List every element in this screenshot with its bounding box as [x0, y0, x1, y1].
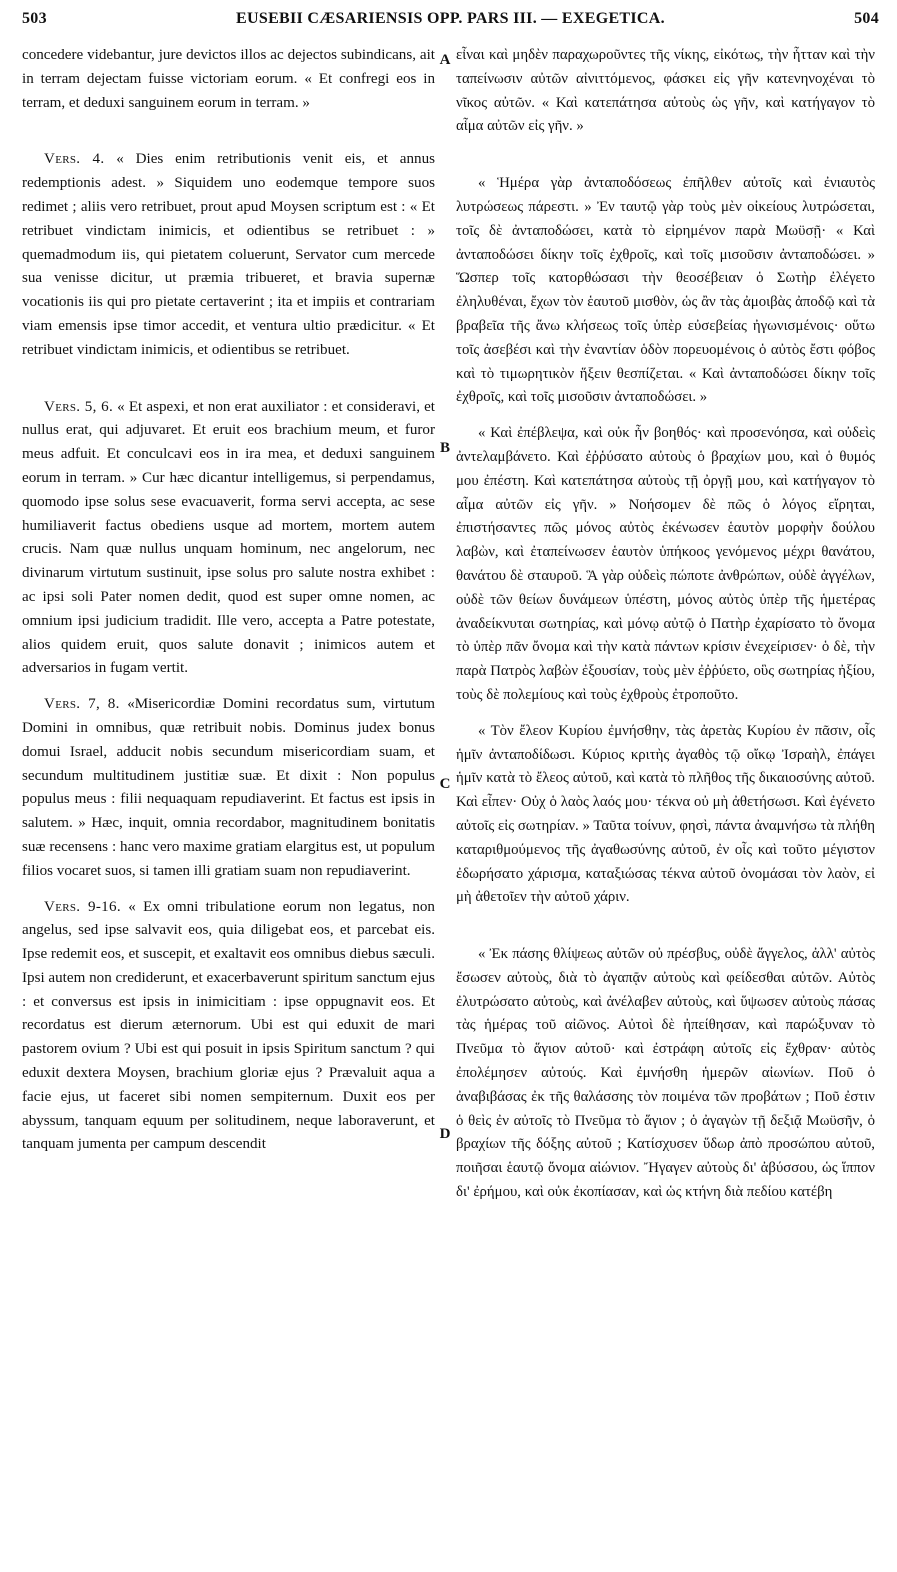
page-number-right: 504 — [854, 10, 879, 27]
verse-reference: Vers. 9-16. — [44, 898, 121, 915]
latin-paragraph: concedere videbantur, jure devictos illos ac dejectos subindicans, ait in terram dejectam fuisse victoriam eorum. « Et confregi eos in terram, et deduxi sanguinem eorum in terram. » — [22, 47, 435, 111]
latin-column — [22, 44, 435, 1157]
greek-paragraph: « Ἐκ πάσης θλίψεως αὐτῶν οὐ πρέσβυς, οὐδὲ ἄγγελος, ἀλλ' αὐτὸς ἔσωσεν αὐτοὺς, διὰ τὸ ἀγαπᾷν αὐτοὺς καὶ φείδεσθαι αὐτῶν. Αὐτὸς ἐλυτρώσατο αὐτοὺς, καὶ ἀνέλαβεν αὐτοὺς, καὶ ὕψωσεν αὐτοὺς πάσας τὰς ἡμέρας τοῦ αἰῶνος. Αὐτοὶ δὲ ἠπείθησαν, καὶ παρώξυναν τὸ Πνεῦμα τὸ ἅγιον αὐτοῦ· καὶ ἐστράφη αὐτοῖς εἰς ἔχθραν· αὐτὸς ἐπολέμησεν αὐτούς. Καὶ ἐμνήσθη ἡμερῶν αἰωνίων. Ποῦ ὁ ἀναβιβάσας ἐκ τῆς θαλάσσης τὸν ποιμένα τῶν προβάτων ; Ποῦ ἐστιν ὁ θεὶς ἐν αὐτοῖς τὸ Πνεῦμα τὸ ἅγιον ; ὁ ἀγαγὼν τῇ δεξιᾷ Μωϋσῆν, ὁ βραχίων τῆς δόξης αὐτοῦ ; Κατίσχυσεν ὕδωρ ἀπὸ προσώπου αὐτοῦ, ποιῆσαι ἑαυτῷ ὄνομα αἰώνιον. Ἤγαγεν αὐτοὺς δι' ἀβύσσου, ὡς ἵππον δι' ἐρήμου, καὶ οὐκ ἐκοπίασαν, καὶ ὡς κτήνη διὰ πεδίου κατέβη — [456, 946, 875, 1201]
running-header — [22, 4, 879, 34]
greek-paragraph: « Καὶ ἐπέβλεψα, καὶ οὐκ ἦν βοηθός· καὶ προσενόησα, καὶ οὐδεὶς ἀντελαμβάνετο. Καὶ ἐῤῥύσατο αὐτοὺς ὁ βραχίων μου, καὶ ὁ θυμός μου ἐπέστη. Καὶ κατεπάτησα αὐτοὺς τῇ ὀργῇ μου, καὶ κατήγαγον τὸ αἷμα αὐτῶν εἰς γῆν. » Νοήσομεν δὲ πῶς ὁ λόγος εἴρηται, ἐπιστήσαντες πῶς μόνος αὐτὸς ἐκένωσεν ἑαυτὸν μορφὴν δούλου λαβὼν, καὶ ἐταπείνωσεν ἑαυτὸν ὑπήκοος γενόμενος μέχρι θανάτου, θανάτου δὲ σταυροῦ. Ἃ γὰρ οὐδεὶς πώποτε ἀνθρώπων, οὐδὲ ἀγγέλων, οὐδὲ τῶν θείων δυνάμεων ὑπέστη, μόνος αὐτὸς ὑπὲρ τῆς ἡμετέρας ἀναδείκνυται σωτηρίας, καὶ μόνῳ αὐτῷ ὁ Πατὴρ ἐχαρίσατο τὸ ὄνομα τὸ ὑπὲρ πᾶν ὄνομα καὶ τὴν κατὰ πάντων κρίσιν ἐνεχείρισεν· ὁ δὲ, τὴν παρὰ Πατρὸς λαβὼν ἐξουσίαν, τοὺς μὲν ἐῤῥύετο, οὓς σωτηρίας ἠξίου, τοὺς δὲ πολεμίους καὶ τοὺς ἐχθροὺς ἐτροποῦτο. — [456, 425, 875, 703]
margin-marker-c: C — [439, 776, 451, 792]
latin-paragraph: Vers. 5, 6. « Et aspexi, et non erat auxiliator : et consideravi, et nullus erat, qui adjuvaret. Et eruit eos brachium meum, et furor meus adfuit. Et conculcavi eos in ira mea, et deduxi sanguinem eorum in terram. » Cur hæc dicantur intelligemus, si perpendamus, quomodo ipse solus sese evacuaverit, forma servi accepta, ac sese humiliaverit factus obediens usque ad mortem, mortem autem crucis. Nam quæ nullus unquam hominum, nec angelorum, nec divinarum virtutum sustinuit, ipse solus pro salute nostra exhibet : ac ipsi soli Pater nomen dedit, quod est super omne nomen, ac omnium ipsi judicium tradidit. Ille vero, accepta a Patre potestate, alios quidem eruit, quos salute donavit ; inimicos autem et adversarios in fugam vertit. — [22, 398, 435, 677]
running-title: EUSEBII CÆSARIENSIS OPP. PARS III. — EXEGETICA. — [236, 10, 665, 27]
verse-reference: Vers. 7, 8. — [44, 696, 120, 713]
greek-paragraph: « Ἡμέρα γὰρ ἀνταποδόσεως ἐπῆλθεν αὐτοῖς καὶ ἐνιαυτὸς λυτρώσεως πάρεστι. » Ἐν ταυτῷ γὰρ τοὺς μὲν οἰκείους λυτρώσεται, τοῖς δὲ ἀνταποδώσει, κατὰ τὸ εἰρημένον παρὰ Μωϋσῇ· « Καὶ ἀνταποδώσει δίκην τοῖς ἐχθροῖς, καὶ τοῖς μισοῦσιν ἀνταποδώσει. » Ὥσπερ τοῖς κατορθώσασι τὴν θεοσέβειαν ὁ Σωτὴρ ἐλέγετο ἐληλυθέναι, ἔχων τὸν ἑαυτοῦ μισθὸν, ὡς ἂν τὰς ἀμοιβὰς ἀποδῷ καὶ τὰ βραβεῖα τῆς ἄνω κλήσεως τοῖς ὑπὲρ εὐσεβείας ἠγωνισμένοις· οὕτω τοῖς ἀσεβέσι καὶ τὴν ἐναντίαν ὁδὸν πορευομένοις ὁ αὐτὸς ἔστι φόβος καὶ τὸ τιμωρητικὸν ἥξειν θεσπίζεται. « Καὶ ἀνταποδώσει δίκην τοῖς ἐχθροῖς, καὶ τοῖς μισοῦσιν ἀνταποδώσει. » — [456, 175, 875, 406]
verse-reference: Vers. 5, 6. — [44, 398, 114, 415]
margin-marker-a: A — [439, 52, 451, 68]
margin-marker-d: D — [439, 1126, 451, 1142]
greek-column — [456, 44, 875, 1205]
page-number-left: 503 — [22, 10, 47, 27]
greek-paragraph: εἶναι καὶ μηδὲν παραχωροῦντες τῆς νίκης, εἰκότως, τὴν ἧτταν καὶ τὴν ταπείνωσιν αὐτῶν αἰνιττόμενος, φάσκει εἰς γῆν κατενηνοχέναι τὸ νῖκος αὐτῶν. « Καὶ κατεπάτησα αὐτοὺς ὡς γῆν, καὶ κατήγαγον τὸ αἷμα αὐτῶν εἰς γῆν. » — [456, 47, 875, 135]
greek-paragraph: « Τὸν ἔλεον Κυρίου ἐμνήσθην, τὰς ἀρετὰς Κυρίου ἐν πᾶσιν, οἷς ἡμῖν ἀνταποδίδωσι. Κύριος κριτὴς ἀγαθὸς τῷ οἴκῳ Ἰσραὴλ, ἐπάγει ἡμῖν κατὰ τὸ ἔλεος αὐτοῦ, καὶ κατὰ τὸ πλῆθος τῆς δικαιοσύνης αὐτοῦ. Καὶ εἶπεν· Οὐχ ὁ λαὸς λαός μου· τέκνα οὐ μὴ ἀθετήσωσι. Καὶ ἐγένετο αὐτοῖς εἰς σωτηρίαν. » Ταῦτα τοίνυν, φησὶ, πάντα ἀναμνήσω τὰ πλήθη καταριθμούμενος τῆς ἀγαθωσύνης αὐτοῦ, ἐν οἷς καὶ τοῦτο μέγιστον ἐδωρήσατο χάρισμα, καταξιώσας τέκνα αὐτοῦ ὀνομάσαι τὸν λαὸν, εἰ μὴ ἀθετοῖεν τὴν αὐτοῦ χάριν. — [456, 722, 875, 906]
verse-reference: Vers. 4. — [44, 151, 105, 168]
latin-paragraph: Vers. 7, 8. «Misericordiæ Domini recordatus sum, virtutum Domini in omnibus, quæ retribuit nobis. Dominus judex bonus domui Israel, adducit nobis secundum misericordiam suam, et secundum multitudinem justitiæ suæ. Et dixit : Non populus populus meus : filii nequaquam repudiaverint. Et factus est ipsis in salutem. » Hæc, inquit, omnia recordabor, magnitudinem bonitatis suæ recensens : hanc vero maxime gratiam elargitus est, ut populum filios vocaret suos, si tamen illi gratiam suam non repudiaverint. — [22, 696, 435, 879]
latin-paragraph: Vers. 4. « Dies enim retributionis venit eis, et annus redemptionis adest. » Siquidem uno eodemque tempore suos redimet ; aliis vero retribuet, prout apud Moysen scriptum est : « Et retribuet vindictam inimicis, et odientibus se retribuet : » quemadmodum iis, qui pietatem coluerunt, Servator cum mercede sua venisse dicitur, ut præmia tribueret, et bravia supernæ vocationis iis qui pro pietate certaverint ; ita et impiis et contrariam viam emensis ipse timor accedit, et ventura ultio prædicitur. « Et retribuet vindictam inimicis, et odientibus se retribuet. — [22, 151, 435, 358]
margin-marker-b: B — [439, 440, 450, 456]
latin-paragraph: Vers. 9-16. « Ex omni tribulatione eorum non legatus, non angelus, sed ipse salvavit eos, quia diligebat eos, et parcebat eis. Ipse redemit eos, et suscepit, et exaltavit eos omnibus diebus sæculi. Ipsi autem non crediderunt, et exacerbaverunt spiritum sanctum ejus : et conversus est ipsis in inimicitiam : ipse oppugnavit eos. Et recordatus est dierum æternorum. Ubi est qui eduxit de mari pastorem ovium ? Ubi est qui posuit in ipsis Spiritum sanctum ? qui eduxit dextera Moysen, brachium gloriæ ejus ? Prævaluit aqua a facie ejus, ut faceret sibi nomen sempiternum. Duxit eos per abyssum, tanquam equum per solitudinem, neque laboraverunt, et tanquam jumenta per campum descendit — [22, 898, 435, 1153]
